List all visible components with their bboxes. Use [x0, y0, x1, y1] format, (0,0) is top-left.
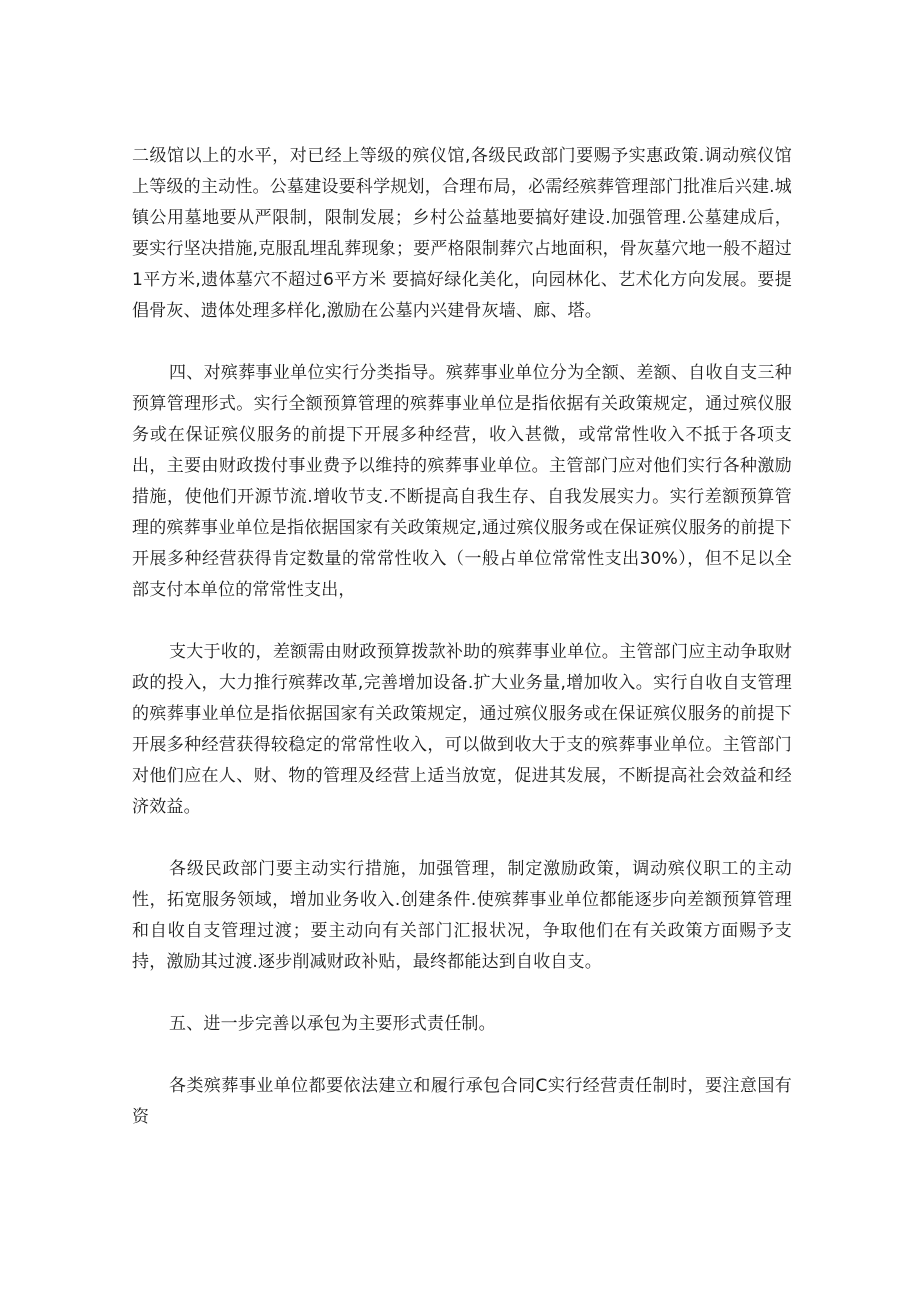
paragraph-6: 各类殡葬事业单位都要依法建立和履行承包合同C实行经营责任制时，要注意国有资 [132, 1076, 792, 1127]
paragraph-2: 四、对殡葬事业单位实行分类指导。殡葬事业单位分为全额、差额、自收自支三种预算管理形式。实行全额预算管理的殡葬事业单位是指依据有关政策规定，通过殡仪服务或在保证殡仪服务的前提下开展多种经营，收入甚微，或常常性收入不抵于各项支出，主要由财政拨付事业费予以维持的殡葬事业单位。主管部门应对他们实行各种激励措施，使他们开源节流.增收节支.不断提高自我生存、自我发展实力。实行差额预算管理的殡葬事业单位是指依据国家有关政策规定,通过殡仪服务或在保证殡仪服务的前提下开展多种经营获得肯定数量的常常性收入（一般占单位常常性支出30%），但不足以全部支付本单位的常常性支出， [132, 363, 792, 600]
paragraph-5: 五、进一步完善以承包为主要形式责任制。 [169, 1014, 496, 1034]
paragraph-3: 支大于收的，差额需由财政预算拨款补助的殡葬事业单位。主管部门应主动争取财政的投入，大力推行殡葬改革,完善增加设备.扩大业务量,增加收入。实行自收自支管理的殡葬事业单位是指依据国家有关政策规定，通过殡仪服务或在保证殡仪服务的前提下开展多种经营获得较稳定的常常性收入，可以做到收大于支的殡葬事业单位。主管部门对他们应在人、财、物的管理及经营上适当放宽，促进其发展，不断提高社会效益和经济效益。 [132, 642, 792, 817]
paragraph-1: 二级馆以上的水平，对已经上等级的殡仪馆,各级民政部门要赐予实惠政策.调动殡仪馆上等级的主动性。公墓建设要科学规划，合理布局，必需经殡葬管理部门批准后兴建.城镇公用墓地要从严限制，限制发展；乡村公益墓地要搞好建设.加强管理.公墓建成后，要实行坚决措施,克服乱埋乱葬现象；要严格限制葬穴占地面积，骨灰墓穴地一般不超过1平方米,遗体墓穴不超过6平方米 要搞好绿化美化，向园林化、艺术化方向发展。要提倡骨灰、遗体处理多样化,激励在公墓内兴建骨灰墙、廊、塔。 [132, 146, 792, 321]
paragraph-4: 各级民政部门要主动实行措施，加强管理，制定激励政策，调动殡仪职工的主动性，拓宽服务领域，增加业务收入.创建条件.使殡葬事业单位都能逐步向差额预算管理和自收自支管理过渡；要主动向有关部门汇报状况，争取他们在有关政策方面赐予支持，激励其过渡.逐步削减财政补贴，最终都能达到自收自支。 [132, 859, 792, 972]
document-body [132, 141, 792, 1164]
